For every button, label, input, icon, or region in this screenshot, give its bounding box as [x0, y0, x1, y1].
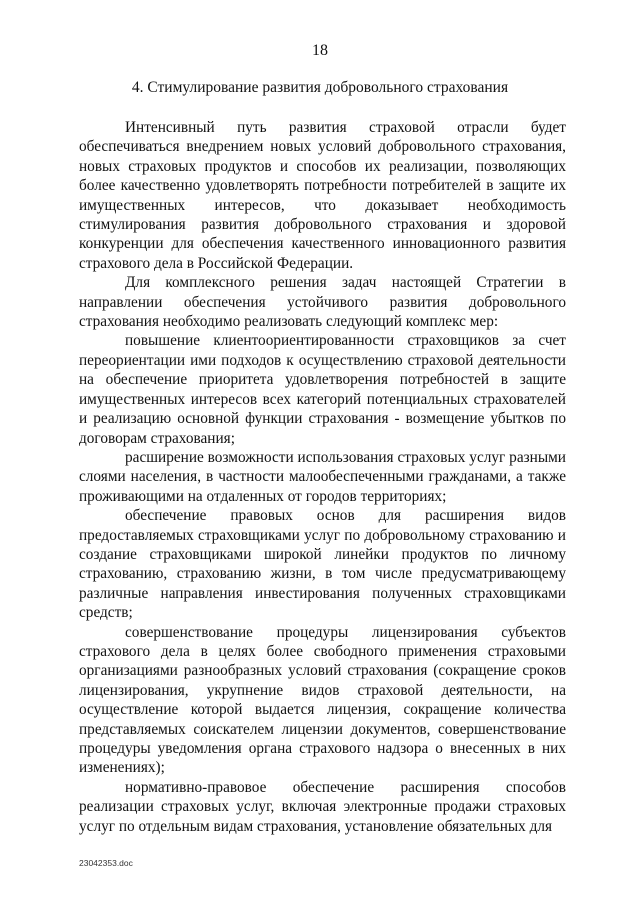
document-body — [79, 118, 566, 836]
document-filename: 23042353.doc — [79, 858, 133, 868]
paragraph: Для комплексного решения задач настоящей Стратегии в направлении обеспечения устойчивого развития добровольного страхования необходимо реализовать следующий комплекс мер: — [79, 274, 566, 331]
list-item: повышение клиентоориентированности страховщиков за счет переориентации ими подходов к осуществлению страховой деятельности на обеспечение приоритета удовлетворения потребностей в защите имущественных интересов всех категорий потенциальных страхователей и реализацию основной функции страхования - возмещение убытков по договорам страхования; — [79, 332, 566, 447]
list-item: обеспечение правовых основ для расширения видов предоставляемых страховщиками услуг по добровольному страхованию и создание страховщиками широкой линейки продуктов по личному страхованию, страхованию жизни, в том числе предусматривающему различные направления инвестирования полученных страховщиками средств; — [79, 507, 566, 622]
list-item: расширение возможности использования страховых услуг разными слоями населения, в частности малообеспеченными гражданами, а также проживающими на отдаленных от городов территориях; — [79, 448, 566, 505]
page-number: 18 — [312, 42, 328, 59]
list-item: совершенствование процедуры лицензирования субъектов страхового дела в целях более свободного применения страховыми организациями разнообразных условий страхования (сокращение сроков лицензирования, укрупнение видов страховой деятельности, на осуществление которой выдается лицензия, сокращение количества представляемых соискателем лицензии документов, совершенствование процедуры уведомления органа страхового надзора о внесенных в них изменениях); — [79, 623, 566, 777]
paragraph: Интенсивный путь развития страховой отрасли будет обеспечиваться внедрением новых условий добровольного страхования, новых страховых продуктов и способов их реализации, позволяющих более качественно удовлетворять потребности потребителей в защите их имущественных интересов, что доказывает необходимость стимулирования развития добровольного страхования и здоровой конкуренции для обеспечения качественного инновационного развития страхового дела в Российской Федерации. — [79, 119, 566, 272]
list-item: нормативно-правовое обеспечение расширения способов реализации страховых услуг, включая электронные продажи страховых услуг по отдельным видам страхования, установление обязательных для — [79, 778, 566, 835]
section-title: 4. Стимулирование развития добровольного страхования — [131, 79, 509, 96]
